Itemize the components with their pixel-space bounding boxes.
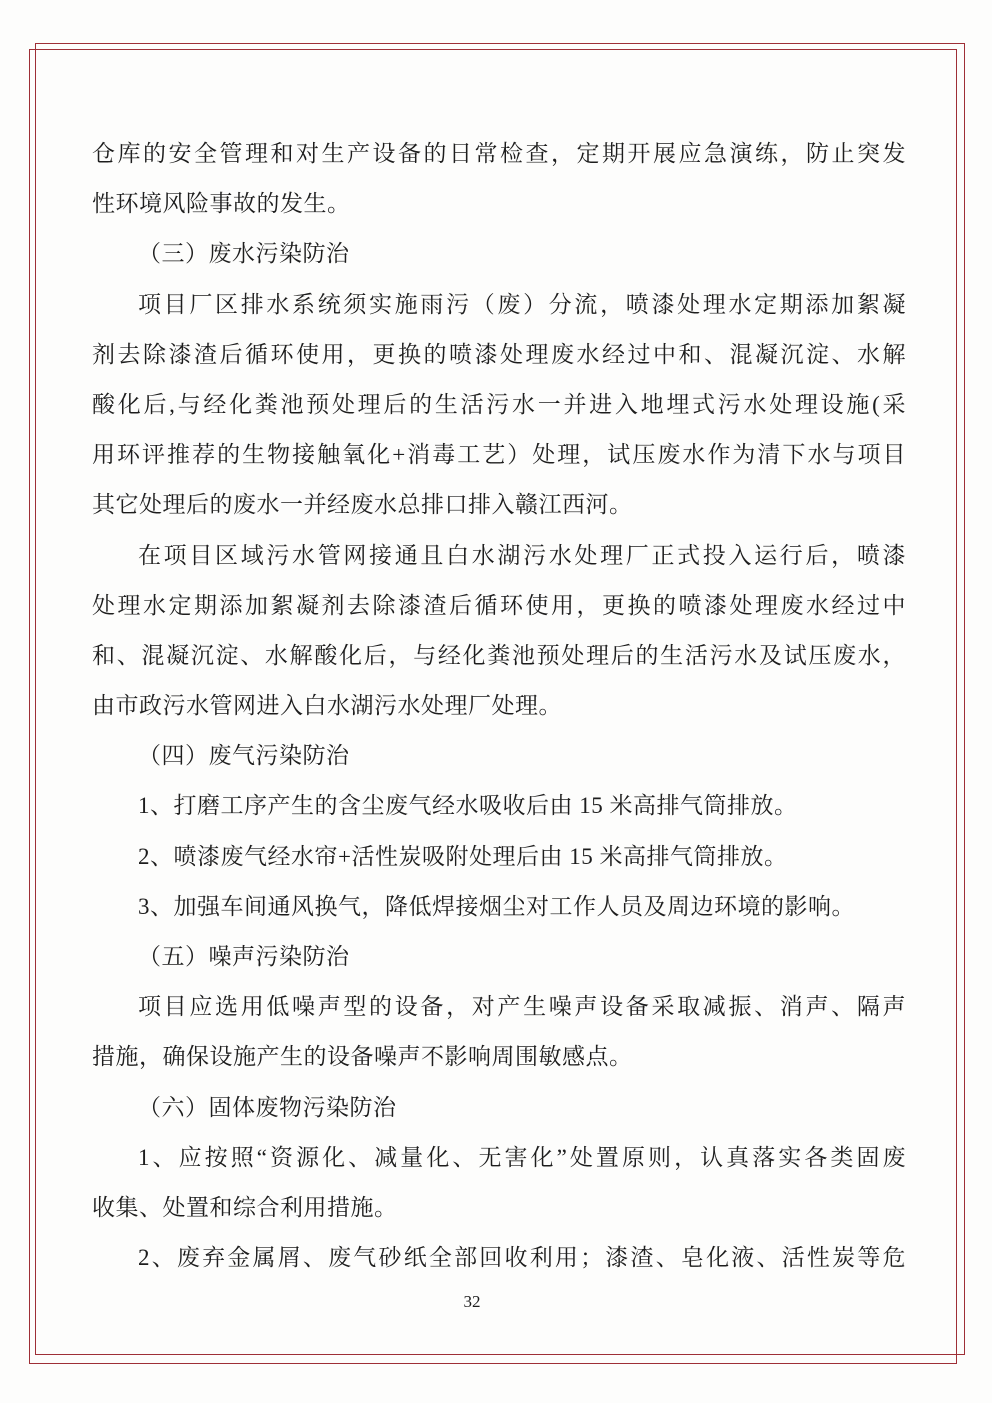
text-line: 2、喷漆废气经水帘+活性炭吸附处理后由 15 米高排气筒排放。 xyxy=(138,843,788,869)
page-number: 32 xyxy=(463,1292,481,1311)
text-line: 在项目区域污水管网接通且白水湖污水处理厂正式投入运行后，喷漆 xyxy=(138,542,906,568)
text-line: 其它处理后的废水一并经废水总排口排入赣江西河。 xyxy=(92,492,633,518)
text-line: 收集、处置和综合利用措施。 xyxy=(92,1194,398,1220)
text-line: 项目应选用低噪声型的设备，对产生噪声设备采取减振、消声、隔声 xyxy=(138,994,906,1020)
paragraph xyxy=(92,832,906,882)
text-line: 仓库的安全管理和对生产设备的日常检查，定期开展应急演练，防止突发 xyxy=(92,141,906,166)
text-line: 项目厂区排水系统须实施雨污（废）分流，喷漆处理水定期添加絮凝 xyxy=(138,291,906,317)
paragraph xyxy=(92,129,906,229)
paragraph xyxy=(92,1083,906,1133)
text-line: 由市政污水管网进入白水湖污水处理厂处理。 xyxy=(92,693,562,719)
text-line: （四）废气污染防治 xyxy=(138,743,350,769)
paragraph xyxy=(92,781,906,831)
text-line: 剂去除漆渣后循环使用，更换的喷漆处理废水经过中和、混凝沉淀、水解 xyxy=(92,341,906,367)
text-line: 3、加强车间通风换气，降低焊接烟尘对工作人员及周边环境的影响。 xyxy=(138,893,855,919)
paragraph xyxy=(92,932,906,982)
paragraph xyxy=(92,982,906,1082)
paragraph xyxy=(92,1133,906,1233)
text-line: 和、混凝沉淀、水解酸化后，与经化粪池预处理后的生活污水及试压废水， xyxy=(92,642,906,668)
paragraph xyxy=(92,280,906,531)
text-line: 措施，确保设施产生的设备噪声不影响周围敏感点。 xyxy=(92,1044,633,1070)
text-line: 1、打磨工序产生的含尘废气经水吸收后由 15 米高排气筒排放。 xyxy=(138,793,798,819)
text-line: 2、废弃金属屑、废气砂纸全部回收利用；漆渣、皂化液、活性炭等危 xyxy=(138,1245,906,1271)
paragraph xyxy=(92,882,906,932)
text-line: 处理水定期添加絮凝剂去除漆渣后循环使用，更换的喷漆处理废水经过中 xyxy=(92,592,906,618)
document-text xyxy=(92,129,906,1283)
text-line: 性环境风险事故的发生。 xyxy=(92,191,351,217)
text-line: 酸化后,与经化粪池预处理后的生活污水一并进入地埋式污水处理设施(采 xyxy=(92,391,906,417)
paragraph xyxy=(92,1233,906,1283)
text-line: （六）固体废物污染防治 xyxy=(138,1094,397,1120)
text-line: （三）废水污染防治 xyxy=(138,241,350,267)
paragraph xyxy=(92,731,906,781)
text-line: （五）噪声污染防治 xyxy=(138,944,350,969)
paragraph xyxy=(92,531,906,732)
text-line: 用环评推荐的生物接触氧化+消毒工艺）处理，试压废水作为清下水与项目 xyxy=(92,442,906,468)
text-line: 1、应按照“资源化、减量化、无害化”处置原则，认真落实各类固废 xyxy=(138,1144,906,1170)
paragraph xyxy=(92,229,906,279)
